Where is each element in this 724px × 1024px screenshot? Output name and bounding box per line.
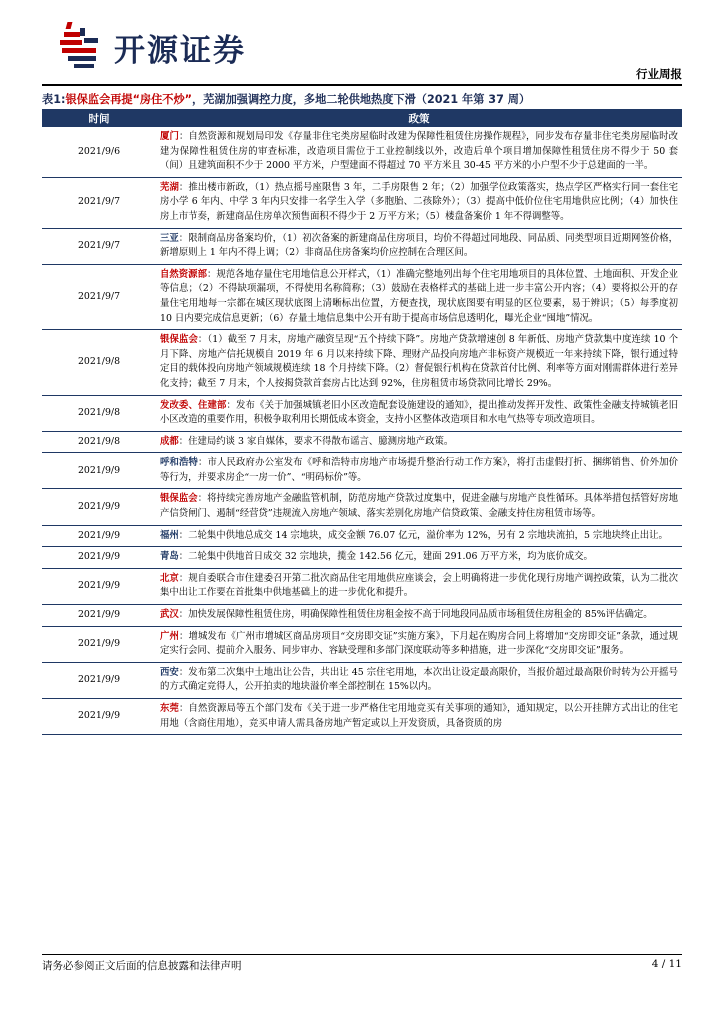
row-policy-text: ：二轮集中供地首日成交 32 宗地块，揽金 142.56 亿元，建面 291.06 万平方米，均为底价成交。 xyxy=(178,551,593,563)
table-row xyxy=(42,568,682,604)
row-policy xyxy=(156,264,682,329)
row-city: 青岛 xyxy=(160,551,179,563)
table-row xyxy=(42,662,682,698)
row-date: 2021/9/9 xyxy=(42,626,156,662)
row-city: 厦门 xyxy=(160,131,180,142)
row-city: 银保监会 xyxy=(160,493,198,505)
row-policy-text: ：增城发布《广州市增城区商品房项目“交房即交证”实施方案》，下月起在购房合同上将增加“交房即交证”条款，通过规定实行会同、提前介入服务、同步审办、容缺受理和多部门深度联动等多种措施，进一步深化“交房即交证”服务。 xyxy=(160,630,678,657)
table-row xyxy=(42,330,682,395)
table-title-prefix: 表1: xyxy=(42,93,66,106)
row-date: 2021/9/9 xyxy=(42,525,156,547)
row-city: 三亚 xyxy=(160,232,179,244)
page-number: 4 / 11 xyxy=(651,958,682,970)
table-row xyxy=(42,177,682,228)
row-city: 发改委、住建部 xyxy=(160,399,227,411)
row-policy xyxy=(156,626,682,662)
row-date: 2021/9/7 xyxy=(42,264,156,329)
row-date: 2021/9/9 xyxy=(42,699,156,735)
row-date: 2021/9/8 xyxy=(42,330,156,395)
table-row xyxy=(42,626,682,662)
page-header xyxy=(0,0,724,90)
row-policy-text: ：发布第二次集中土地出让公告，共出让 45 宗住宅用地，本次出让设定最高限价，当报价超过最高限价时转为公开摇号的方式确定竞得人，公开拍卖的地块溢价率全部控制在 15%以内。 xyxy=(160,666,678,693)
row-city: 呼和浩特 xyxy=(160,457,199,469)
row-policy-text: ：推出楼市新政，（1）热点摇号座限售 3 年，二手房限售 2 年；（2）加强学位政策落实，热点学区严格实行同一套住宅房小学 6 年内、中学 3 年内只安排一名学生入学（多胞胎、二孩除外）；（3）提高中低价位住宅用地供应比例；（4）加快住房上市节奏，新建商品住房单次预售面积不得少于 2 万平方米；（5）楼盘备案价 1 年不得调整等。 xyxy=(160,181,678,222)
row-policy-text: ：将持续完善房地产金融监管机制，防范房地产贷款过度集中，促进金融与房地产良性循环。具体举措包括管好房地产信贷闸门、遏制“经营贷”违规流入房地产领域、落实差别化房地产信贷政策、金融支持住房租赁市场等。 xyxy=(160,493,678,520)
row-policy-text: ：发布《关于加强城镇老旧小区改造配套设施建设的通知》，提出推动发挥开发性、政策性金融支持城镇老旧小区改造的重要作用，积极争取利用长期低成本资金，支持小区整体改造项目和水电气热等专项改造项目。 xyxy=(160,399,678,426)
row-policy xyxy=(156,525,682,547)
footer-disclaimer: 请务必参阅正文后面的信息披露和法律声明 xyxy=(42,960,242,972)
table-row xyxy=(42,699,682,735)
row-policy-text: ：（1）截至 7 月末，房地产融资呈现“五个持续下降”。房地产贷款增速创 8 年新低、房地产贷款集中度连续 10 个月下降、房地产信托规模自 2019 年 6 月以来持续下降、理财产品投向房地产非标资产规模近一年来持续下降，银行通过特定目的载体投向房地产领域规模连续 18 个月持续下降。（2）督促银行机构在贷款首付比例、利率等方面对刚需群体进行差异化支持；截至 7 月末，个人按揭贷款首套房占比达到 92%，住房租赁市场贷款同比增长 29%。 xyxy=(160,334,678,389)
row-date: 2021/9/9 xyxy=(42,453,156,489)
row-policy xyxy=(156,547,682,569)
row-city: 武汉 xyxy=(160,609,179,621)
footer-divider xyxy=(42,954,682,955)
table-row xyxy=(42,228,682,264)
row-date: 2021/9/8 xyxy=(42,431,156,453)
row-policy-text: ：限制商品房备案均价，（1）初次备案的新建商品住房项目，均价不得超过同地段、同品质、同类型项目近期网签价格，新增原则上 1 年内不得上调；（2）非商品住房备案均价应控制在合理区间。 xyxy=(160,232,678,259)
row-date: 2021/9/9 xyxy=(42,605,156,627)
company-logo xyxy=(58,20,278,70)
table-row xyxy=(42,431,682,453)
row-policy-text: ：自然资源局等五个部门发布《关于进一步严格住宅用地竞买有关事项的通知》，通知规定，以公开挂牌方式出让的住宅用地（含商住用地），竞买申请人需具备房地产暂定或以上开发资质，具备资质的房 xyxy=(160,703,678,729)
row-date: 2021/9/9 xyxy=(42,662,156,698)
table-title-highlight: 银保监会再提“房住不炒” xyxy=(65,93,193,106)
table-row xyxy=(42,525,682,547)
row-policy xyxy=(156,330,682,395)
document-type: 行业周报 xyxy=(636,67,682,81)
col-header-policy: 政策 xyxy=(156,109,682,127)
row-policy-text: ：规范各地存量住宅用地信息公开样式，（1）准确完整地列出每个住宅用地项目的具体位置、土地面积、开发企业等信息；（2）不得缺项漏项，不得使用名称简称；（3）鼓励在表格样式的基础上进一步丰富公开内容；（4）要将拟公开的存量住宅用地每一宗都在城区现状底图上清晰标出位置，方便查找，现状底图要有明显的区位要素，易于辨识；（5）每季度初 10 日内要完成信息更新；（6）存量土地信息集中公开有助于提高市场信息透明化，曝光企业“囤地”情况。 xyxy=(160,268,678,324)
table-row xyxy=(42,489,682,525)
row-policy-text: ：加快发展保障性租赁住房，明确保障性租赁住房租金按不高于同地段同品质市场租赁住房租金的 85%评估确定。 xyxy=(178,609,653,621)
row-policy xyxy=(156,177,682,228)
row-policy xyxy=(156,662,682,698)
table-row xyxy=(42,395,682,431)
row-policy xyxy=(156,395,682,431)
table-row xyxy=(42,453,682,489)
row-date: 2021/9/8 xyxy=(42,395,156,431)
row-date: 2021/9/7 xyxy=(42,177,156,228)
row-policy xyxy=(156,489,682,525)
row-policy xyxy=(156,431,682,453)
table-header-row xyxy=(42,109,682,127)
row-date: 2021/9/9 xyxy=(42,547,156,569)
row-policy xyxy=(156,699,682,735)
col-header-time: 时间 xyxy=(42,109,156,127)
row-policy-text: ：规自委联合市住建委召开第二批次商品住宅用地供应座谈会，会上明确将进一步优化现行房地产调控政策，认为二批次集中出让工作要在首批集中供地基础上的进一步优化和提升。 xyxy=(160,572,678,599)
table-row xyxy=(42,605,682,627)
row-policy-text: ：二轮集中供地总成交 14 宗地块，成交金额 76.07 亿元，溢价率为 12%，另有 2 宗地块流拍，5 宗地块终止出让。 xyxy=(178,529,668,541)
policy-table xyxy=(42,109,682,735)
row-policy-text: ：市人民政府办公室发布《呼和浩特市房地产市场提升整治行动工作方案》，将打击虚假打折、捆绑销售、价外加价等行为，并要求房企“一房一价”、“明码标价”等。 xyxy=(160,457,678,483)
row-policy xyxy=(156,453,682,489)
header-divider xyxy=(42,84,682,86)
logo-mark-icon xyxy=(58,20,102,70)
row-city: 福州 xyxy=(160,529,179,541)
table-title xyxy=(42,91,682,107)
row-city: 银保监会 xyxy=(160,334,198,346)
row-city: 东莞 xyxy=(160,703,180,714)
row-city: 北京 xyxy=(160,572,179,584)
row-city: 芜湖 xyxy=(160,181,179,193)
table-title-rest: ，芜湖加强调控力度，多地二轮供地热度下滑（2021 年第 37 周） xyxy=(192,93,531,106)
row-policy xyxy=(156,127,682,177)
row-date: 2021/9/9 xyxy=(42,489,156,525)
row-city: 广州 xyxy=(160,630,179,642)
table-body xyxy=(42,127,682,735)
table-row xyxy=(42,127,682,177)
logo-text: 开源证券 xyxy=(114,33,246,69)
row-date: 2021/9/6 xyxy=(42,127,156,177)
row-city: 西安 xyxy=(160,666,179,678)
table-row xyxy=(42,547,682,569)
row-policy xyxy=(156,568,682,604)
table-row xyxy=(42,264,682,329)
row-city: 成都 xyxy=(160,435,179,447)
row-city: 自然资源部 xyxy=(160,268,207,280)
row-date: 2021/9/7 xyxy=(42,228,156,264)
row-date: 2021/9/9 xyxy=(42,568,156,604)
row-policy-text: ：住建局约谈 3 家自媒体，要求不得散布谣言、臆测房地产政策。 xyxy=(178,435,454,447)
row-policy xyxy=(156,228,682,264)
row-policy-text: ：自然资源和规划局印发《存量非住宅类房屋临时改建为保障性租赁住房操作规程》，同步发布存量非住宅类房屋临时改建为保障性租赁住房的审查标准，改造项目需位于工业控制线以外，改造后单个项目增加保障性租赁住房不得少于 50 套（间）且建筑面积不少于 2000 平方米，户型建面不得超过 70 平方米且 30-45 平方米的小户型不少于总建面的一半。 xyxy=(160,131,678,172)
row-policy xyxy=(156,605,682,627)
